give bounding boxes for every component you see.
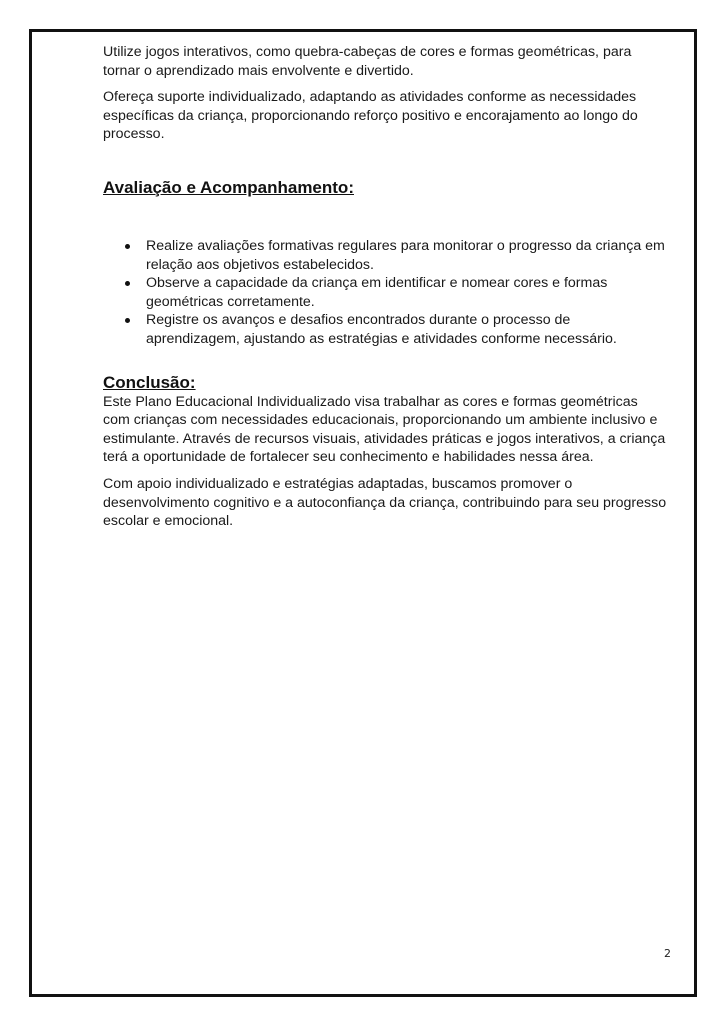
paragraph-conclusion-2: Com apoio individualizado e estratégias adaptadas, buscamos promover o desenvolvimento cognitivo e a autoconfiança da criança, contribuindo para seu progresso escolar e emocional. bbox=[103, 475, 667, 530]
list-item-text: Observe a capacidade da criança em identificar e nomear cores e formas geométricas corretamente. bbox=[146, 275, 608, 310]
paragraph-conclusion-1: Este Plano Educacional Individualizado visa trabalhar as cores e formas geométricas com crianças com necessidades educacionais, proporcionando um ambiente inclusivo e estimulante. Através de recursos visuais, atividades práticas e jogos interativos, a criança terá a oportunidade de fortalecer seu conhecimento e habilidades nessa área. bbox=[103, 393, 666, 466]
bullet-icon bbox=[125, 281, 130, 286]
paragraph-support: Ofereça suporte individualizado, adaptando as atividades conforme as necessidades específicas da criança, proporcionando reforço positivo e encorajamento ao longo do processo. bbox=[103, 89, 638, 143]
bullet-icon bbox=[125, 244, 130, 249]
list-item-text: Realize avaliações formativas regulares para monitorar o progresso da criança em relação aos objetivos estabelecidos. bbox=[146, 237, 665, 273]
list-item bbox=[103, 311, 668, 348]
document-body bbox=[103, 43, 668, 531]
heading-conclusion: Conclusão: bbox=[103, 372, 196, 392]
page-number: 2 bbox=[664, 947, 671, 960]
evaluation-list bbox=[103, 237, 668, 349]
list-item bbox=[103, 274, 668, 311]
list-item bbox=[103, 237, 668, 274]
bullet-icon bbox=[125, 318, 130, 323]
paragraph-games: Utilize jogos interativos, como quebra-cabeças de cores e formas geométricas, para tornar o aprendizado mais envolvente e divertido. bbox=[103, 44, 632, 79]
list-item-text: Registre os avanços e desafios encontrados durante o processo de aprendizagem, ajustando as estratégias e atividades conforme necessário. bbox=[146, 312, 617, 347]
heading-evaluation: Avaliação e Acompanhamento: bbox=[103, 177, 354, 197]
